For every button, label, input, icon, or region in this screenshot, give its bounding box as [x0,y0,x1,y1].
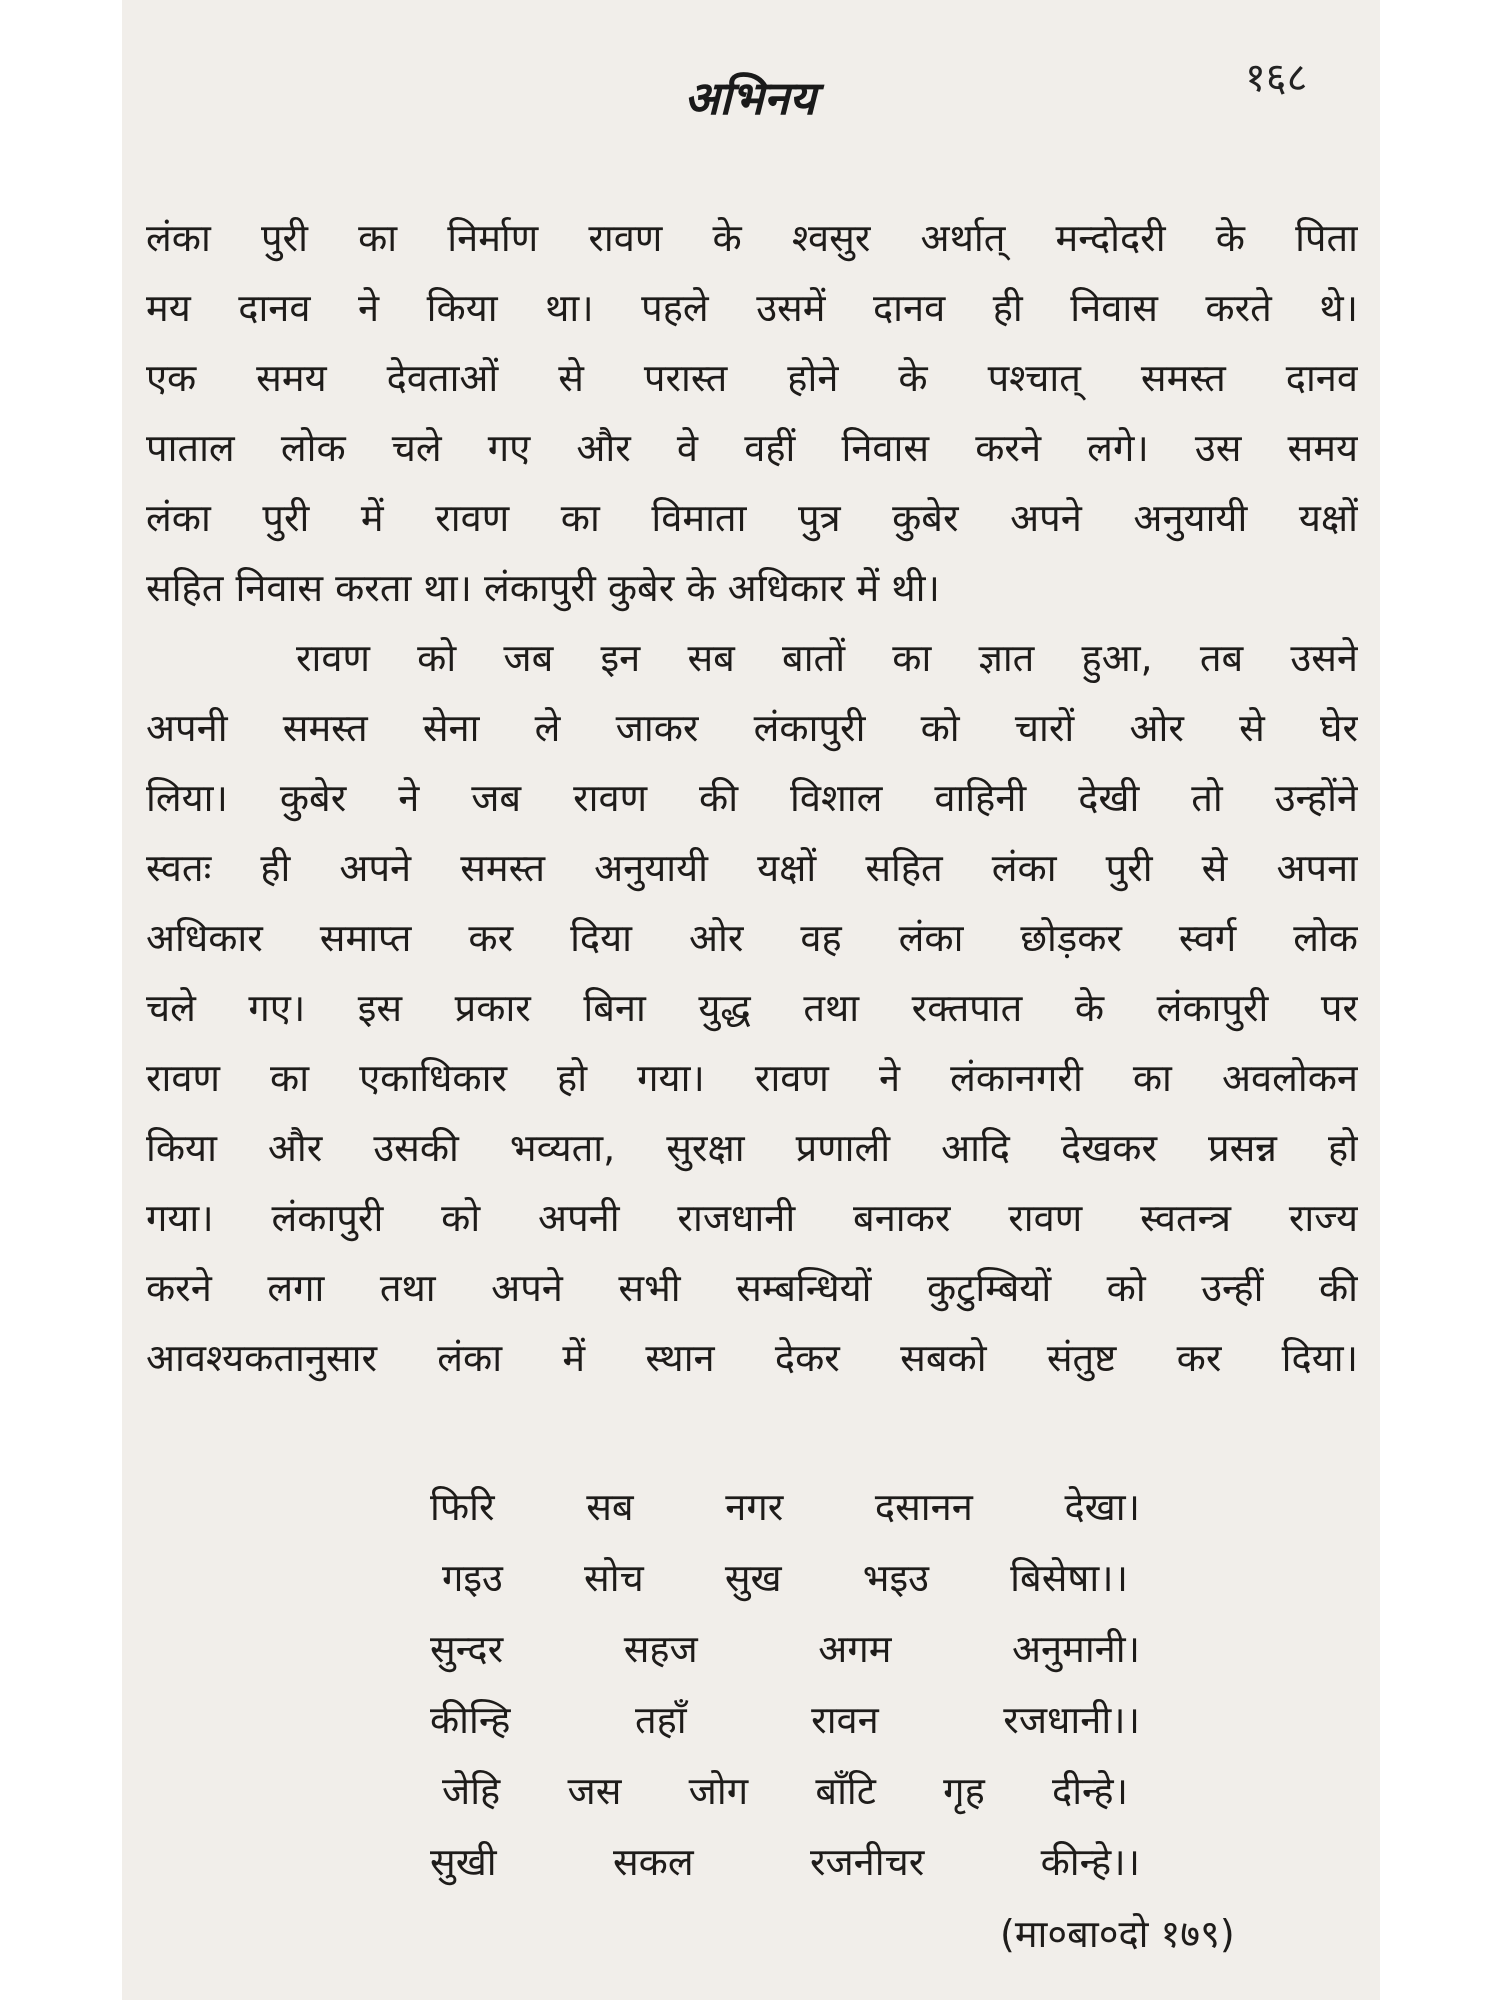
prose-line: आवश्यकतानुसार लंका में स्थान देकर सबको संतुष्ट कर दिया। [146,1336,1358,1380]
verse-line: जेहि जस जोग बाँटि गृह दीन्हे। [442,1769,1128,1813]
running-head: अभिनय [684,71,816,125]
prose-line: चले गए। इस प्रकार बिना युद्ध तथा रक्तपात के लंकापुरी पर [146,986,1358,1030]
prose-line: लंका पुरी का निर्माण रावण के श्वसुर अर्थात् मन्दोदरी के पिता [146,216,1358,260]
prose-line-paragraph-start: रावण को जब इन सब बातों का ज्ञात हुआ, तब उसने [296,636,1358,680]
prose-line: गया। लंकापुरी को अपनी राजधानी बनाकर रावण स्वतन्त्र राज्य [146,1196,1358,1240]
page-number: १६८ [1245,55,1308,101]
prose-line: स्वतः ही अपने समस्त अनुयायी यक्षों सहित लंका पुरी से अपना [146,846,1358,890]
prose-line: सहित निवास करता था। लंकापुरी कुबेर के अधिकार में थी। [146,566,940,610]
prose-line: पाताल लोक चले गए और वे वहीं निवास करने लगे। उस समय [146,426,1358,470]
verse-line: गइउ सोच सुख भइउ बिसेषा।। [442,1556,1128,1600]
prose-body [146,203,1358,1393]
verse-citation: (मा०बा०दो १७९) [1000,1912,1235,1956]
prose-line: करने लगा तथा अपने सभी सम्बन्धियों कुटुम्बियों को उन्हीं की [146,1266,1358,1310]
verse-line: सुन्दर सहज अगम अनुमानी। [430,1627,1140,1671]
verse-line: कीन्हि तहाँ रावन रजधानी।। [430,1698,1140,1742]
prose-line: रावण का एकाधिकार हो गया। रावण ने लंकानगरी का अवलोकन [146,1056,1358,1100]
prose-line: लंका पुरी में रावण का विमाता पुत्र कुबेर अपने अनुयायी यक्षों [146,496,1358,540]
prose-line: एक समय देवताओं से परास्त होने के पश्चात् समस्त दानव [146,356,1358,400]
prose-line: अधिकार समाप्त कर दिया ओर वह लंका छोड़कर स्वर्ग लोक [146,916,1358,960]
prose-line: लिया। कुबेर ने जब रावण की विशाल वाहिनी देखी तो उन्होंने [146,776,1358,820]
verse-line: सुखी सकल रजनीचर कीन्हे।। [430,1840,1140,1884]
verse-block [430,1472,1140,1898]
prose-line: मय दानव ने किया था। पहले उसमें दानव ही निवास करते थे। [146,286,1358,330]
prose-line: अपनी समस्त सेना ले जाकर लंकापुरी को चारों ओर से घेर [146,706,1358,750]
prose-line: किया और उसकी भव्यता, सुरक्षा प्रणाली आदि देखकर प्रसन्न हो [146,1126,1358,1170]
verse-line: फिरि सब नगर दसानन देखा। [430,1485,1140,1529]
